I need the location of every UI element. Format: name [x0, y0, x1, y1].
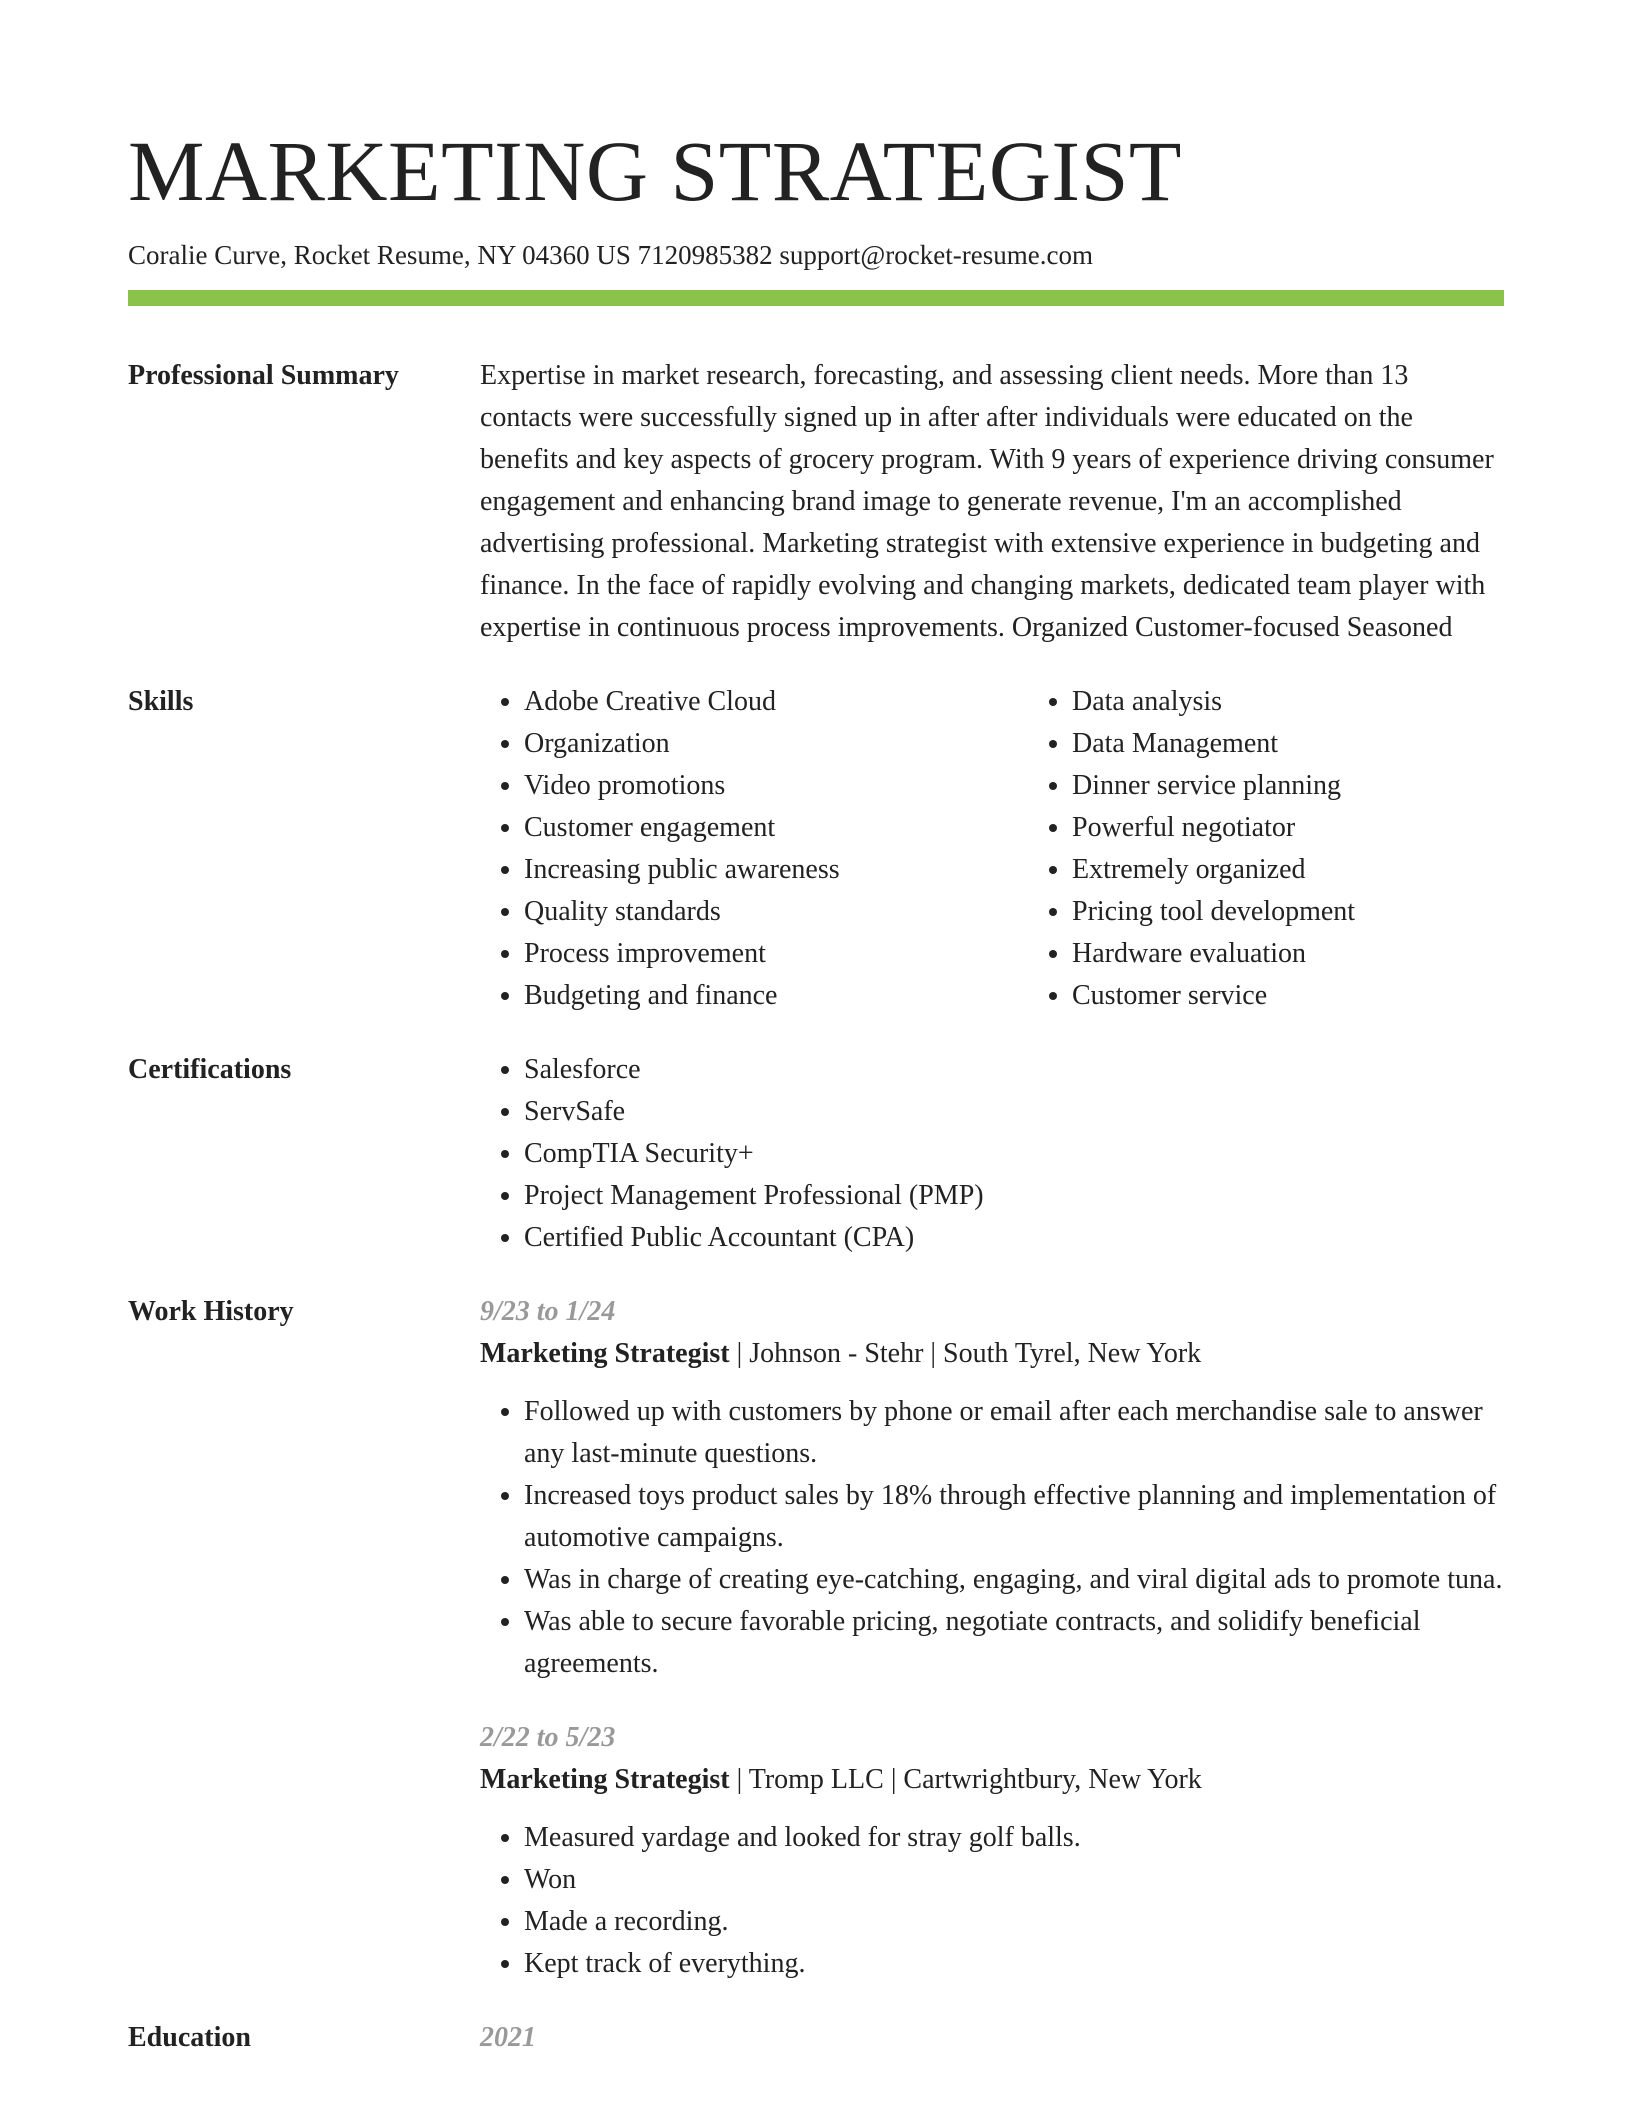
skill-item: • Customer service	[1072, 975, 1576, 1017]
skill-item: • Quality standards	[524, 891, 1028, 933]
section-label-summary: Professional Summary	[128, 360, 399, 391]
skill-item: • Dinner service planning	[1072, 765, 1576, 807]
job-bullet: • Measured yardage and looked for stray golf balls.	[524, 1817, 1504, 1859]
job-entry	[480, 1291, 1504, 1685]
job-bullet: • Increased toys product sales by 18% through effective planning and implementation of automotive campaigns.	[524, 1475, 1504, 1559]
job-dates: 9/23 to 1/24	[480, 1296, 616, 1327]
skill-item: • Data Management	[1072, 723, 1576, 765]
skill-item: • Budgeting and finance	[524, 975, 1028, 1017]
resume-title: MARKETING STRATEGIST	[128, 123, 1182, 219]
work-history-section	[128, 1291, 1504, 1985]
job-heading	[480, 1759, 1504, 1801]
skills-list-left	[480, 681, 1028, 1017]
skills-section	[128, 681, 1504, 1017]
certifications-list	[480, 1049, 1504, 1259]
summary-text: Expertise in market research, forecasting, and assessing client needs. More than 13 contacts were successfully signed up in after after individuals were educated on the benefits and key aspects of grocery program. With 9 years of experience driving consumer engagement and enhancing brand image to generate revenue, I'm an accomplished advertising professional. Marketing strategist with extensive experience in budgeting and finance. In the face of rapidly evolving and changing markets, dedicated team player with expertise in continuous process improvements. Organized Customer-focused Seasoned	[480, 360, 1494, 643]
job-bullet: • Followed up with customers by phone or email after each merchandise sale to answer any last-minute questions.	[524, 1391, 1504, 1475]
skills-grid	[480, 681, 1576, 1017]
job-title: Marketing Strategist	[480, 1338, 730, 1369]
summary-body	[480, 355, 1504, 649]
section-label-skills: Skills	[128, 686, 194, 717]
skills-list-right	[1028, 681, 1576, 1017]
certification-item: • CompTIA Security+	[524, 1133, 1504, 1175]
section-label-work-history: Work History	[128, 1296, 294, 1327]
job-entry	[480, 1717, 1504, 1985]
job-bullet: • Was able to secure favorable pricing, negotiate contracts, and solidify beneficial agreements.	[524, 1601, 1504, 1685]
skill-item: • Process improvement	[524, 933, 1028, 975]
certifications-section	[128, 1049, 1504, 1259]
job-bullets	[480, 1391, 1504, 1685]
skill-item: • Video promotions	[524, 765, 1028, 807]
skill-item: • Increasing public awareness	[524, 849, 1028, 891]
work-history-body	[480, 1291, 1504, 1985]
job-bullet: • Kept track of everything.	[524, 1943, 1504, 1985]
section-label-certifications: Certifications	[128, 1054, 292, 1085]
resume-page	[128, 0, 1504, 2059]
section-label-education: Education	[128, 2022, 251, 2053]
job-heading	[480, 1333, 1504, 1375]
certification-item: • Salesforce	[524, 1049, 1504, 1091]
job-bullets	[480, 1817, 1504, 1985]
certification-item: • ServSafe	[524, 1091, 1504, 1133]
certification-item: • Certified Public Accountant (CPA)	[524, 1217, 1504, 1259]
summary-section	[128, 355, 1504, 649]
job-dates: 2/22 to 5/23	[480, 1722, 616, 1753]
job-employer-location: | Tromp LLC | Cartwrightbury, New York	[729, 1764, 1202, 1795]
job-title: Marketing Strategist	[480, 1764, 730, 1795]
skill-item: • Powerful negotiator	[1072, 807, 1576, 849]
education-date: 2021	[480, 2022, 536, 2053]
skill-item: • Extremely organized	[1072, 849, 1576, 891]
education-section	[128, 2017, 1504, 2059]
skill-item: • Data analysis	[1072, 681, 1576, 723]
job-bullet: • Won	[524, 1859, 1504, 1901]
skill-item: • Hardware evaluation	[1072, 933, 1576, 975]
skill-item: • Pricing tool development	[1072, 891, 1576, 933]
job-bullet: • Was in charge of creating eye-catching, engaging, and viral digital ads to promote tuna.	[524, 1559, 1504, 1601]
certifications-body	[480, 1049, 1504, 1259]
accent-divider	[128, 290, 1504, 306]
job-employer-location: | Johnson - Stehr | South Tyrel, New York	[729, 1338, 1202, 1369]
job-bullet: • Made a recording.	[524, 1901, 1504, 1943]
contact-line: Coralie Curve, Rocket Resume, NY 04360 US 7120985382 support@rocket-resume.com	[128, 240, 1093, 270]
skill-item: • Organization	[524, 723, 1028, 765]
skill-item: • Adobe Creative Cloud	[524, 681, 1028, 723]
education-body	[480, 2017, 1504, 2059]
certification-item: • Project Management Professional (PMP)	[524, 1175, 1504, 1217]
skill-item: • Customer engagement	[524, 807, 1028, 849]
